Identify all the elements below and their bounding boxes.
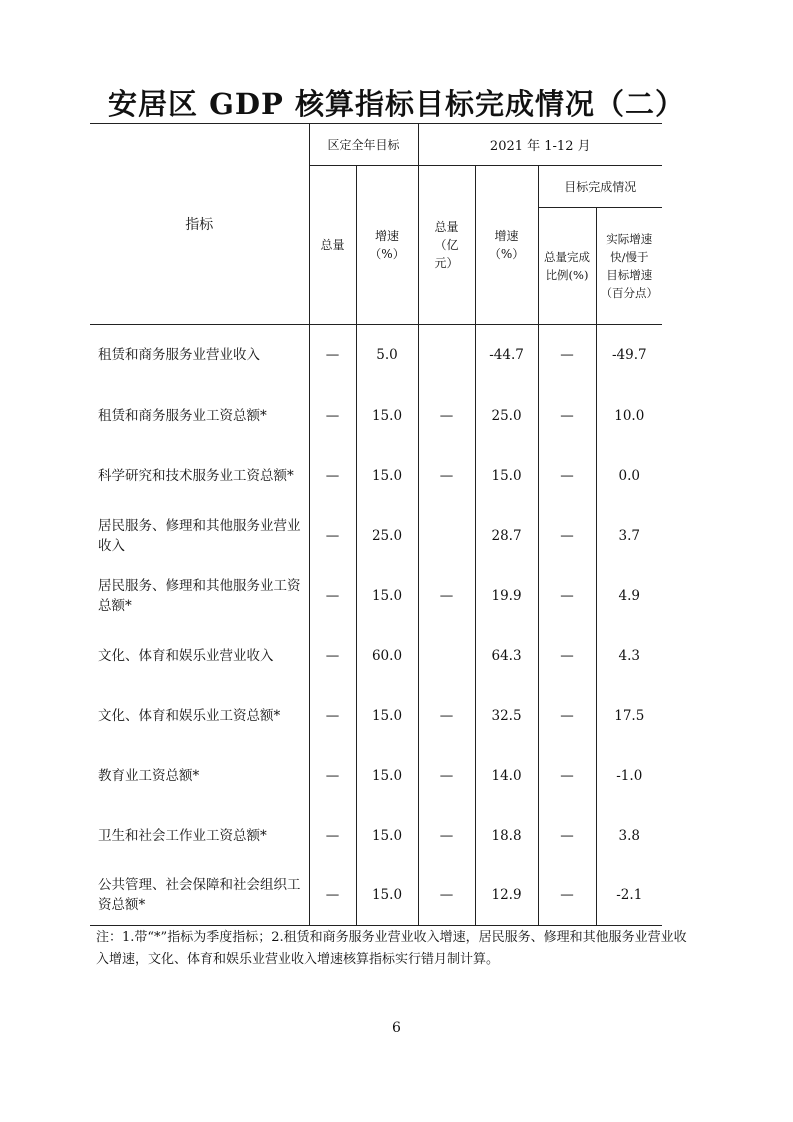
cell-actual-growth: 12.9 — [475, 866, 538, 926]
cell-completion-ratio: — — [538, 626, 596, 686]
cell-actual-growth: 19.9 — [475, 566, 538, 626]
cell-actual-total: — — [418, 746, 475, 806]
cell-actual-growth: -44.7 — [475, 325, 538, 386]
cell-target-growth: 5.0 — [356, 325, 418, 386]
cell-actual-total — [418, 506, 475, 566]
cell-target-growth: 15.0 — [356, 446, 418, 506]
header-target-total: 总量 — [309, 166, 356, 325]
cell-completion-ratio: — — [538, 866, 596, 926]
cell-actual-total: — — [418, 566, 475, 626]
cell-actual-growth: 64.3 — [475, 626, 538, 686]
cell-completion-ratio: — — [538, 806, 596, 866]
table-row — [90, 806, 662, 866]
cell-actual-total: — — [418, 446, 475, 506]
cell-growth-diff: -1.0 — [596, 746, 662, 806]
cell-target-total: — — [309, 386, 356, 446]
header-indicator: 指标 — [90, 124, 309, 325]
cell-completion-ratio: — — [538, 746, 596, 806]
header-district-target: 区定全年目标 — [309, 124, 418, 166]
footnote: 注：1.带“*”指标为季度指标；2.租赁和商务服务业营业收入增速，居民服务、修理和其他服务业营业收入增速，文化、体育和娱乐业营业收入增速核算指标实行错月制计算。 — [96, 930, 687, 967]
cell-target-total: — — [309, 746, 356, 806]
cell-actual-growth: 14.0 — [475, 746, 538, 806]
cell-target-growth: 15.0 — [356, 866, 418, 926]
cell-growth-diff: -2.1 — [596, 866, 662, 926]
table-body — [90, 325, 662, 926]
cell-actual-total — [418, 626, 475, 686]
header-actual-total: 总量 （亿 元） — [418, 166, 475, 325]
header-target-growth: 增速 （%） — [356, 166, 418, 325]
cell-target-growth: 15.0 — [356, 746, 418, 806]
cell-target-total: — — [309, 866, 356, 926]
cell-completion-ratio: — — [538, 325, 596, 386]
table-row — [90, 626, 662, 686]
row-indicator-name: 租赁和商务服务业工资总额* — [98, 407, 267, 424]
row-indicator-name: 租赁和商务服务业营业收入 — [98, 347, 260, 364]
cell-growth-diff: 10.0 — [596, 386, 662, 446]
row-indicator-name: 文化、体育和娱乐业营业收入 — [98, 647, 274, 664]
cell-growth-diff: 3.7 — [596, 506, 662, 566]
cell-target-total: — — [309, 506, 356, 566]
row-indicator-name: 卫生和社会工作业工资总额* — [98, 827, 267, 844]
cell-actual-growth: 15.0 — [475, 446, 538, 506]
cell-completion-ratio: — — [538, 446, 596, 506]
table-row — [90, 446, 662, 506]
cell-actual-growth: 18.8 — [475, 806, 538, 866]
row-indicator-name: 居民服务、修理和其他服务业营业收入 — [98, 517, 301, 554]
cell-target-growth: 15.0 — [356, 686, 418, 746]
table-row — [90, 386, 662, 446]
table-row — [90, 686, 662, 746]
cell-growth-diff: 4.9 — [596, 566, 662, 626]
header-ratio: 总量完成 比例(%) — [538, 208, 596, 325]
row-indicator-name: 公共管理、社会保障和社会组织工资总额* — [90, 866, 309, 926]
cell-target-growth: 60.0 — [356, 626, 418, 686]
cell-growth-diff: 3.8 — [596, 806, 662, 866]
cell-target-growth: 15.0 — [356, 806, 418, 866]
header-diff: 实际增速 快/慢于 目标增速 （百分点） — [596, 208, 662, 325]
cell-target-growth: 15.0 — [356, 566, 418, 626]
cell-target-total: — — [309, 446, 356, 506]
row-indicator-name: 居民服务、修理和其他服务业工资总额* — [98, 577, 301, 614]
cell-target-growth: 15.0 — [356, 386, 418, 446]
cell-completion-ratio: — — [538, 566, 596, 626]
header-actual-growth: 增速 （%） — [475, 166, 538, 325]
cell-target-total: — — [309, 566, 356, 626]
cell-actual-growth: 25.0 — [475, 386, 538, 446]
cell-growth-diff: 0.0 — [596, 446, 662, 506]
page-number: 6 — [392, 1020, 401, 1036]
cell-growth-diff: 17.5 — [596, 686, 662, 746]
cell-actual-total: — — [418, 866, 475, 926]
cell-target-total: — — [309, 325, 356, 386]
cell-completion-ratio: — — [538, 506, 596, 566]
cell-growth-diff: 4.3 — [596, 626, 662, 686]
cell-actual-total: — — [418, 806, 475, 866]
row-indicator-name: 文化、体育和娱乐业工资总额* — [98, 707, 281, 724]
cell-actual-total: — — [418, 686, 475, 746]
cell-actual-growth: 32.5 — [475, 686, 538, 746]
table-row — [90, 566, 662, 626]
cell-target-total: — — [309, 806, 356, 866]
cell-actual-total: — — [418, 386, 475, 446]
cell-completion-ratio: — — [538, 686, 596, 746]
cell-target-total: — — [309, 626, 356, 686]
cell-actual-growth: 28.7 — [475, 506, 538, 566]
header-period: 2021 年 1-12 月 — [418, 124, 662, 166]
cell-target-growth: 25.0 — [356, 506, 418, 566]
row-indicator-name: 教育业工资总额* — [98, 767, 200, 784]
table-row — [90, 746, 662, 806]
table-row — [90, 325, 662, 386]
cell-target-total: — — [309, 686, 356, 746]
cell-actual-total — [418, 325, 475, 386]
row-indicator-name: 科学研究和技术服务业工资总额* — [98, 467, 294, 484]
header-completion: 目标完成情况 — [538, 166, 662, 208]
cell-completion-ratio: — — [538, 386, 596, 446]
indicator-table — [90, 123, 662, 926]
cell-growth-diff: -49.7 — [596, 325, 662, 386]
table-row — [90, 866, 662, 926]
page-title: 安居区 GDP 核算指标目标完成情况（二） — [108, 87, 685, 121]
table-row — [90, 506, 662, 566]
